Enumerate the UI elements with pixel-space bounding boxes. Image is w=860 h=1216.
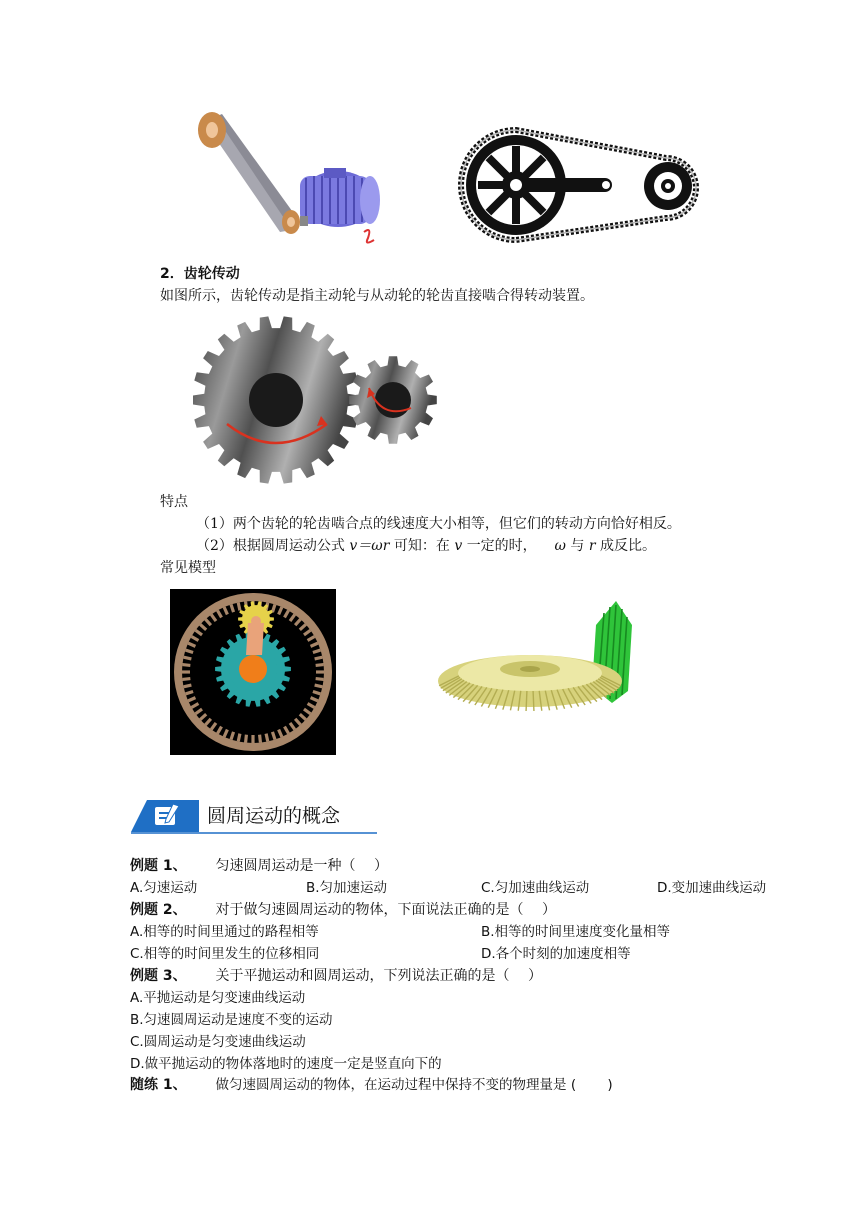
- feature-item-2-and: 与: [570, 538, 585, 554]
- question-1-option-a[interactable]: A.匀速运动: [130, 880, 198, 896]
- ring-gear-tooth: [315, 657, 323, 659]
- planetary-gear-image: [170, 589, 336, 755]
- question-3-option-b[interactable]: B.匀速圆周运动是速度不变的运动: [130, 1012, 333, 1028]
- gear-transmission-intro: 如图所示，齿轮传动是指主动轮与从动轮的轮齿直接啮合得转动装置。: [160, 288, 594, 304]
- question-2-option-a[interactable]: A.相等的时间里通过的路程相等: [130, 924, 319, 940]
- chain-drive-image: [456, 124, 701, 246]
- ring-gear-tooth: [238, 603, 240, 611]
- question-3-label: 例题 3、: [130, 968, 187, 984]
- ring-gear-tooth: [184, 657, 192, 659]
- ring-gear-tooth: [238, 734, 240, 742]
- feature-item-2-prefix: （2）根据圆周运动公式: [196, 538, 345, 554]
- question-1-stem: 匀速圆周运动是一种（ ）: [215, 858, 388, 874]
- meshing-gears-image: [193, 312, 439, 488]
- feature-item-1: （1）两个齿轮的轮齿啮合点的线速度大小相等，但它们的转动方向恰好相反。: [196, 516, 681, 532]
- ring-gear-tooth: [260, 735, 261, 743]
- ring-gear-tooth: [266, 734, 268, 742]
- circular-motion-formula: v＝ωr: [349, 538, 390, 554]
- feature-item-2-mid2: 一定的时，: [466, 538, 537, 554]
- ring-gear-tooth: [182, 665, 190, 666]
- ring-gear-tooth: [316, 665, 324, 666]
- question-2: [130, 900, 556, 920]
- belt-drive-image: [188, 104, 388, 244]
- practice-1-stem: 做匀速圆周运动的物体，在运动过程中保持不变的物理量是 ( ): [215, 1077, 613, 1093]
- question-3-stem: 关于平抛运动和圆周运动，下列说法正确的是（ ）: [215, 968, 542, 984]
- question-3-option-c[interactable]: C.圆周运动是匀变速曲线运动: [130, 1034, 306, 1050]
- question-2-option-b[interactable]: B.相等的时间里速度变化量相等: [481, 924, 671, 940]
- common-models-title: 常见模型: [160, 560, 216, 576]
- ring-gear-tooth: [315, 685, 323, 687]
- variable-v: v: [454, 538, 463, 554]
- ring-gear-tooth: [316, 679, 324, 680]
- feature-item-2-mid: 可知：在: [393, 538, 450, 554]
- feature-item-2-suffix: 成反比。: [599, 538, 656, 554]
- ring-gear-tooth: [184, 685, 192, 687]
- question-2-option-d[interactable]: D.各个时刻的加速度相等: [481, 946, 631, 962]
- variable-omega: ω: [554, 538, 566, 554]
- gear-transmission-heading: 2．齿轮传动: [160, 266, 240, 282]
- question-2-label: 例题 2、: [130, 902, 187, 918]
- variable-r: r: [588, 538, 596, 554]
- gear-hole: [249, 373, 303, 427]
- features-title: 特点: [160, 494, 188, 510]
- question-1-option-c[interactable]: C.匀加速曲线运动: [481, 880, 590, 896]
- bevel-gear-tooth: [526, 691, 527, 711]
- bevel-gear-tooth: [533, 691, 534, 711]
- gear-hole: [375, 382, 411, 418]
- section-title: 圆周运动的概念: [207, 805, 341, 827]
- question-2-option-c[interactable]: C.相等的时间里发生的位移相同: [130, 946, 320, 962]
- bevel-gear-image: [436, 595, 636, 737]
- ring-gear-tooth: [182, 679, 190, 680]
- question-1-option-d[interactable]: D.变加速曲线运动: [657, 880, 767, 896]
- question-1-option-b[interactable]: B.匀加速运动: [306, 880, 388, 896]
- question-3-option-d[interactable]: D.做平抛运动的物体落地时的速度一定是竖直向下的: [130, 1056, 442, 1072]
- question-2-stem: 对于做匀速圆周运动的物体，下面说法正确的是（ ）: [215, 902, 556, 918]
- practice-1: [130, 1075, 613, 1095]
- practice-1-label: 随练 1、: [130, 1077, 187, 1093]
- question-1: [130, 856, 388, 876]
- question-1-label: 例题 1、: [130, 858, 187, 874]
- question-3: [130, 966, 542, 986]
- ring-gear-tooth: [246, 735, 247, 743]
- feature-item-2: [196, 536, 656, 556]
- question-3-option-a[interactable]: A.平抛运动是匀变速曲线运动: [130, 990, 306, 1006]
